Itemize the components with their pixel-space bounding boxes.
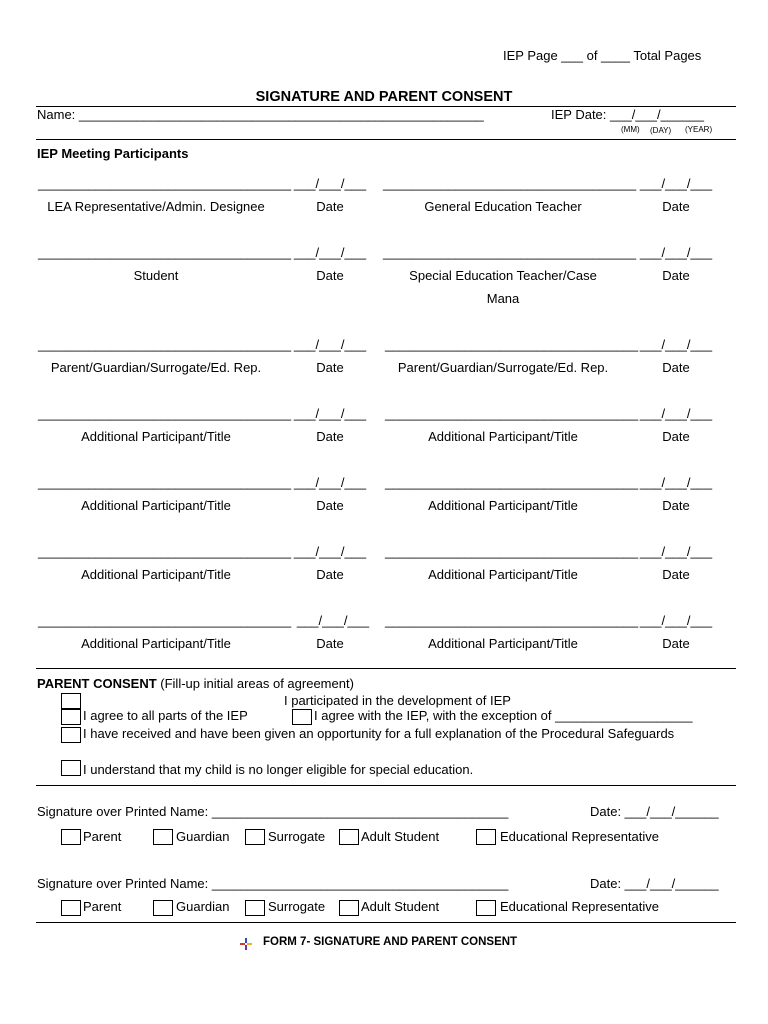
signature-rule — [36, 785, 736, 786]
right-signature-line[interactable]: ___________________________________ — [385, 475, 639, 490]
participated-checkbox[interactable] — [61, 693, 81, 709]
role-adult-student-checkbox-2[interactable] — [339, 900, 359, 916]
right-date-label: Date — [662, 498, 690, 513]
left-date-label: Date — [316, 360, 344, 375]
right-date-line[interactable]: ___/___/___ — [639, 475, 713, 490]
left-date-line[interactable]: ___/___/___ — [293, 245, 367, 260]
agree-except-checkbox[interactable] — [292, 709, 312, 725]
consent-rule — [36, 668, 736, 669]
agree-except-label: I agree with the IEP, with the exception of ___________________ — [314, 708, 693, 723]
role-parent-checkbox-1[interactable] — [61, 829, 81, 845]
page-counter: IEP Page ___ of ____ Total Pages — [503, 48, 702, 63]
role-ed-rep-checkbox-2[interactable] — [476, 900, 496, 916]
right-date-label: Date — [662, 268, 690, 283]
right-role-label-cont: Mana — [486, 291, 520, 306]
role-guardian-label-1: Guardian — [176, 829, 230, 844]
left-date-line[interactable]: ___/___/___ — [293, 544, 367, 559]
day-label: (DAY) — [650, 126, 672, 135]
right-date-line[interactable]: ___/___/___ — [639, 406, 713, 421]
left-date-line[interactable]: ___/___/___ — [293, 406, 367, 421]
right-role-label: Special Education Teacher/Case — [409, 268, 597, 283]
right-signature-line[interactable]: ___________________________________ — [383, 245, 637, 260]
participant-row — [0, 176, 768, 236]
left-role-label: Student — [133, 268, 179, 283]
signature-date-2[interactable]: Date: ___/___/______ — [590, 876, 719, 891]
right-role-label: Additional Participant/Title — [428, 636, 578, 651]
not-eligible-checkbox[interactable] — [61, 760, 81, 776]
right-date-label: Date — [662, 567, 690, 582]
participants-heading: IEP Meeting Participants — [37, 146, 189, 161]
right-date-line[interactable]: ___/___/___ — [639, 337, 713, 352]
role-surrogate-checkbox-2[interactable] — [245, 900, 265, 916]
footer-rule — [36, 922, 736, 923]
right-date-label: Date — [662, 636, 690, 651]
right-signature-line[interactable]: ___________________________________ — [385, 544, 639, 559]
role-guardian-label-2: Guardian — [176, 899, 230, 914]
left-role-label: Additional Participant/Title — [81, 498, 231, 513]
header-rule — [36, 139, 736, 140]
left-date-line[interactable]: ___/___/___ — [296, 613, 370, 628]
right-role-label: General Education Teacher — [424, 199, 582, 214]
participant-row — [0, 406, 768, 466]
signature-field-2[interactable]: Signature over Printed Name: _________________________________________ — [37, 876, 509, 891]
received-label: I have received and have been given an opportunity for a full explanation of the Procedural Safeguards — [83, 726, 675, 741]
form-title: FORM 7- SIGNATURE AND PARENT CONSENT — [263, 936, 518, 948]
agree-all-checkbox[interactable] — [61, 709, 81, 725]
year-label: (YEAR) — [685, 125, 713, 134]
role-guardian-checkbox-2[interactable] — [153, 900, 173, 916]
mm-label: (MM) — [621, 125, 640, 134]
signature-date-1[interactable]: Date: ___/___/______ — [590, 804, 719, 819]
role-surrogate-label-1: Surrogate — [268, 829, 326, 844]
role-parent-label-2: Parent — [83, 899, 122, 914]
right-date-label: Date — [662, 360, 690, 375]
iep-date-field[interactable]: IEP Date: ___/___/______ — [551, 107, 704, 122]
left-signature-line[interactable]: ___________________________________ — [38, 475, 292, 490]
role-parent-checkbox-2[interactable] — [61, 900, 81, 916]
agree-all-label: I agree to all parts of the IEP — [83, 708, 248, 723]
left-date-label: Date — [316, 429, 344, 444]
name-field[interactable]: Name: ________________________________________________________ — [37, 107, 484, 122]
participant-row — [0, 245, 768, 315]
consent-heading-title: PARENT CONSENT — [37, 676, 157, 691]
participant-row — [0, 475, 768, 535]
left-date-label: Date — [316, 498, 344, 513]
left-date-line[interactable]: ___/___/___ — [293, 475, 367, 490]
left-date-label: Date — [316, 567, 344, 582]
left-date-line[interactable]: ___/___/___ — [293, 176, 367, 191]
left-signature-line[interactable]: ___________________________________ — [38, 613, 292, 628]
signature-field-1[interactable]: Signature over Printed Name: _________________________________________ — [37, 804, 509, 819]
role-adult-student-checkbox-1[interactable] — [339, 829, 359, 845]
left-role-label: Additional Participant/Title — [81, 567, 231, 582]
left-date-line[interactable]: ___/___/___ — [293, 337, 367, 352]
left-signature-line[interactable]: ___________________________________ — [38, 337, 292, 352]
left-role-label: Additional Participant/Title — [81, 636, 231, 651]
participated-label: I participated in the development of IEP — [284, 693, 511, 708]
right-date-line[interactable]: ___/___/___ — [639, 245, 713, 260]
role-surrogate-label-2: Surrogate — [268, 899, 326, 914]
right-role-label: Parent/Guardian/Surrogate/Ed. Rep. — [397, 360, 609, 375]
left-signature-line[interactable]: ___________________________________ — [38, 245, 292, 260]
left-date-label: Date — [316, 199, 344, 214]
left-role-label: Additional Participant/Title — [81, 429, 231, 444]
right-role-label: Additional Participant/Title — [428, 567, 578, 582]
right-signature-line[interactable]: ___________________________________ — [385, 406, 639, 421]
consent-subheading: (Fill-up initial areas of agreement) — [156, 676, 354, 691]
left-role-label: LEA Representative/Admin. Designee — [47, 199, 265, 214]
right-date-label: Date — [662, 429, 690, 444]
role-adult-student-label-1: Adult Student — [361, 829, 440, 844]
participant-row — [0, 337, 768, 397]
right-signature-line[interactable]: ___________________________________ — [383, 176, 637, 191]
role-adult-student-label-2: Adult Student — [361, 899, 440, 914]
right-role-label: Additional Participant/Title — [428, 498, 578, 513]
right-date-line[interactable]: ___/___/___ — [639, 544, 713, 559]
role-parent-label-1: Parent — [83, 829, 122, 844]
role-ed-rep-label-2: Educational Representative — [500, 899, 659, 914]
received-checkbox[interactable] — [61, 727, 81, 743]
right-signature-line[interactable]: ___________________________________ — [385, 337, 639, 352]
participant-row — [0, 544, 768, 604]
right-date-line[interactable]: ___/___/___ — [639, 613, 713, 628]
logo-icon — [240, 938, 252, 950]
role-ed-rep-label-1: Educational Representative — [500, 829, 659, 844]
left-signature-line[interactable]: ___________________________________ — [38, 544, 292, 559]
role-guardian-checkbox-1[interactable] — [153, 829, 173, 845]
page-title: SIGNATURE AND PARENT CONSENT — [255, 89, 513, 105]
not-eligible-label: I understand that my child is no longer eligible for special education. — [83, 762, 474, 777]
right-date-line[interactable]: ___/___/___ — [639, 176, 713, 191]
left-signature-line[interactable]: ___________________________________ — [38, 176, 292, 191]
role-ed-rep-checkbox-1[interactable] — [476, 829, 496, 845]
right-signature-line[interactable]: ___________________________________ — [385, 613, 639, 628]
left-date-label: Date — [316, 636, 344, 651]
left-signature-line[interactable]: ___________________________________ — [38, 406, 292, 421]
consent-heading — [37, 676, 354, 691]
left-role-label: Parent/Guardian/Surrogate/Ed. Rep. — [50, 360, 262, 375]
role-surrogate-checkbox-1[interactable] — [245, 829, 265, 845]
right-date-label: Date — [662, 199, 690, 214]
participant-row — [0, 613, 768, 673]
right-role-label: Additional Participant/Title — [428, 429, 578, 444]
left-date-label: Date — [316, 268, 344, 283]
